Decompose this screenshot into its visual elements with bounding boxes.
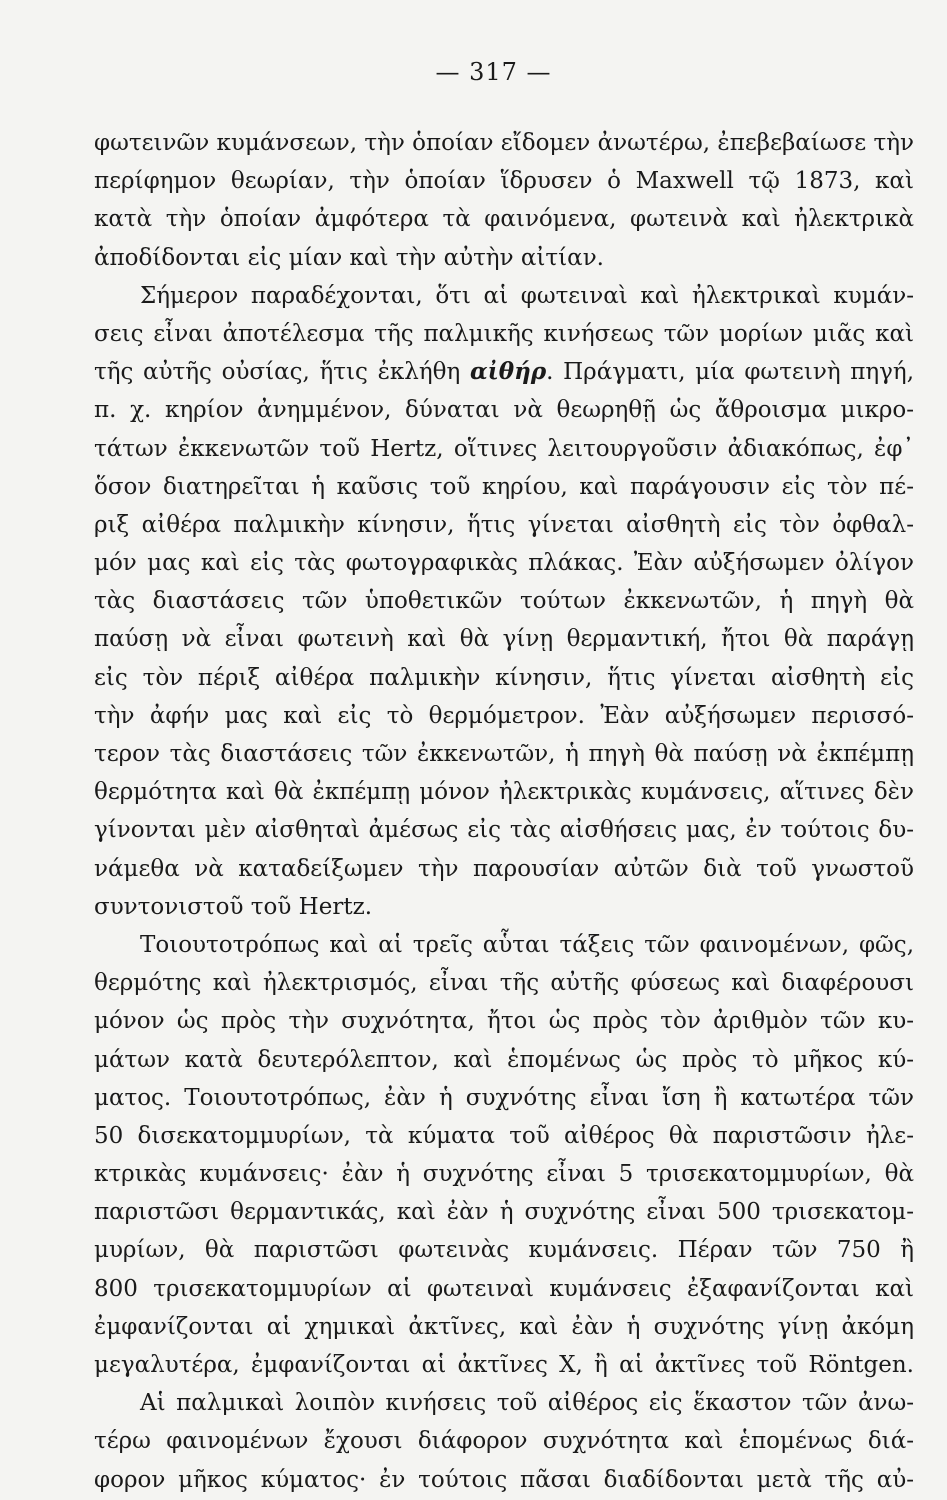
text-line: θερμότητα καὶ θὰ ἐκπέμπῃ μόνον ἠλεκτρικὰς κυμάνσεις, αἵτινες δὲν (94, 779, 914, 806)
text-line: γίνονται μὲν αἰσθηταὶ ἀμέσως εἰς τὰς αἰσθήσεις μας, ἐν τούτοις δυ- (94, 817, 914, 844)
text-line: νάμεθα νὰ καταδείξωμεν τὴν παρουσίαν αὐτῶν διὰ τοῦ γνωστοῦ (94, 855, 914, 882)
text-line: κτρικὰς κυμάνσεις· ἐὰν ἡ συχνότης εἶναι 5 τρισεκατομμυρίων, θὰ (94, 1161, 914, 1188)
text-line: μυρίων, θὰ παριστῶσι φωτεινὰς κυμάνσεις. Πέραν τῶν 750 ἢ (94, 1237, 914, 1264)
text-line: παύσῃ νὰ εἶναι φωτεινὴ καὶ θὰ γίνῃ θερμαντική, ἤτοι θὰ παράγῃ (94, 626, 914, 653)
text-line: 800 τρισεκατομμυρίων αἱ φωτειναὶ κυμάνσεις ἐξαφανίζονται καὶ (94, 1275, 914, 1302)
text-line-with-emphasis (94, 353, 914, 391)
text-line: τὴν ἀφήν μας καὶ εἰς τὸ θερμόμετρον. Ἐὰν αὐξήσωμεν περισσό- (94, 702, 914, 729)
text-line: μεγαλυτέρα, ἐμφανίζονται αἱ ἀκτῖνες X, ἢ αἱ ἀκτῖνες τοῦ Röntgen. (94, 1352, 914, 1378)
text-line: εἰς τὸν πέριξ αἰθέρα παλμικὴν κίνησιν, ἥτις γίνεται αἰσθητὴ εἰς (94, 664, 914, 691)
text-line: Σήμερον παραδέχονται, ὅτι αἱ φωτειναὶ καὶ ἠλεκτρικαὶ κυμάν- (140, 282, 914, 309)
text-line: μάτων κατὰ δευτερόλεπτον, καὶ ἑπομένως ὡς πρὸς τὸ μῆκος κύ- (94, 1046, 914, 1073)
text-line: φωτεινῶν κυμάνσεων, τὴν ὁποίαν εἴδομεν ἀνωτέρω, ἐπεβεβαίωσε τὴν (94, 130, 914, 156)
text-line: π. χ. κηρίον ἀνημμένον, δύναται νὰ θεωρηθῇ ὡς ἄθροισμα μικρο- (94, 397, 914, 424)
text-line: Τοιουτοτρόπως καὶ αἱ τρεῖς αὗται τάξεις τῶν φαινομένων, φῶς, (140, 931, 914, 958)
text-line: ματος. Τοιουτοτρόπως, ἐὰν ἡ συχνότης εἶναι ἴση ἢ κατωτέρα τῶν (94, 1084, 914, 1111)
text-line: τάτων ἐκκενωτῶν τοῦ Hertz, οἵτινες λειτουργοῦσιν ἀδιακόπως, ἐφ᾽ (94, 435, 914, 462)
text-line: μόνον ὡς πρὸς τὴν συχνότητα, ἤτοι ὡς πρὸς τὸν ἀριθμὸν τῶν κυ- (94, 1008, 914, 1035)
text-line: συντονιστοῦ τοῦ Hertz. (94, 893, 372, 920)
page-body (94, 124, 914, 1499)
text-line: ἐμφανίζονται αἱ χημικαὶ ἀκτῖνες, καὶ ἐὰν ἡ συχνότης γίνῃ ἀκόμη (94, 1313, 914, 1340)
text-line: Αἱ παλμικαὶ λοιπὸν κινήσεις τοῦ αἰθέρος εἰς ἕκαστον τῶν ἀνω- (140, 1390, 914, 1417)
text-line: 50 δισεκατομμυρίων, τὰ κύματα τοῦ αἰθέρος θὰ παριστῶσιν ἠλε- (94, 1122, 914, 1149)
emphasized-term: αἰθήρ (469, 358, 547, 386)
text-line: ἀποδίδονται εἰς μίαν καὶ τὴν αὐτὴν αἰτίαν. (94, 244, 604, 271)
text-line: μόν μας καὶ εἰς τὰς φωτογραφικὰς πλάκας. Ἐὰν αὐξήσωμεν ὀλίγον (94, 550, 914, 577)
page-number: — 317 — (435, 58, 552, 86)
text-line: παριστῶσι θερμαντικάς, καὶ ἐὰν ἡ συχνότης εἶναι 500 τρισεκατομ- (94, 1199, 914, 1226)
text-line: κατὰ τὴν ὁποίαν ἀμφότερα τὰ φαινόμενα, φωτεινὰ καὶ ἠλεκτρικὰ (94, 206, 914, 233)
text-segment: . Πράγματι, μία φωτεινὴ πηγή, (546, 359, 914, 386)
text-line: φορον μῆκος κύματος· ἐν τούτοις πᾶσαι διαδίδονται μετὰ τῆς αὐ- (94, 1466, 914, 1493)
text-line: τὰς διαστάσεις τῶν ὑποθετικῶν τούτων ἐκκενωτῶν, ἡ πηγὴ θὰ (94, 588, 914, 615)
text-line: τερον τὰς διαστάσεις τῶν ἐκκενωτῶν, ἡ πηγὴ θὰ παύσῃ νὰ ἐκπέμπῃ (94, 741, 914, 767)
text-segment: τῆς αὐτῆς οὐσίας, ἥτις ἐκλήθη (94, 359, 461, 386)
text-line: ὅσον διατηρεῖται ἡ καῦσις τοῦ κηρίου, καὶ παράγουσιν εἰς τὸν πέ- (94, 473, 914, 500)
text-line: περίφημον θεωρίαν, τὴν ὁποίαν ἵδρυσεν ὁ Maxwell τῷ 1873, καὶ (94, 168, 914, 195)
text-line: σεις εἶναι ἀποτέλεσμα τῆς παλμικῆς κινήσεως τῶν μορίων μιᾶς καὶ (94, 320, 914, 347)
text-line: ριξ αἰθέρα παλμικὴν κίνησιν, ἥτις γίνεται αἰσθητὴ εἰς τὸν ὀφθαλ- (94, 511, 914, 538)
text-line: τέρω φαινομένων ἔχουσι διάφορον συχνότητα καὶ ἑπομένως διά- (94, 1428, 914, 1455)
text-line: θερμότης καὶ ἠλεκτρισμός, εἶναι τῆς αὐτῆς φύσεως καὶ διαφέρουσι (94, 970, 914, 997)
